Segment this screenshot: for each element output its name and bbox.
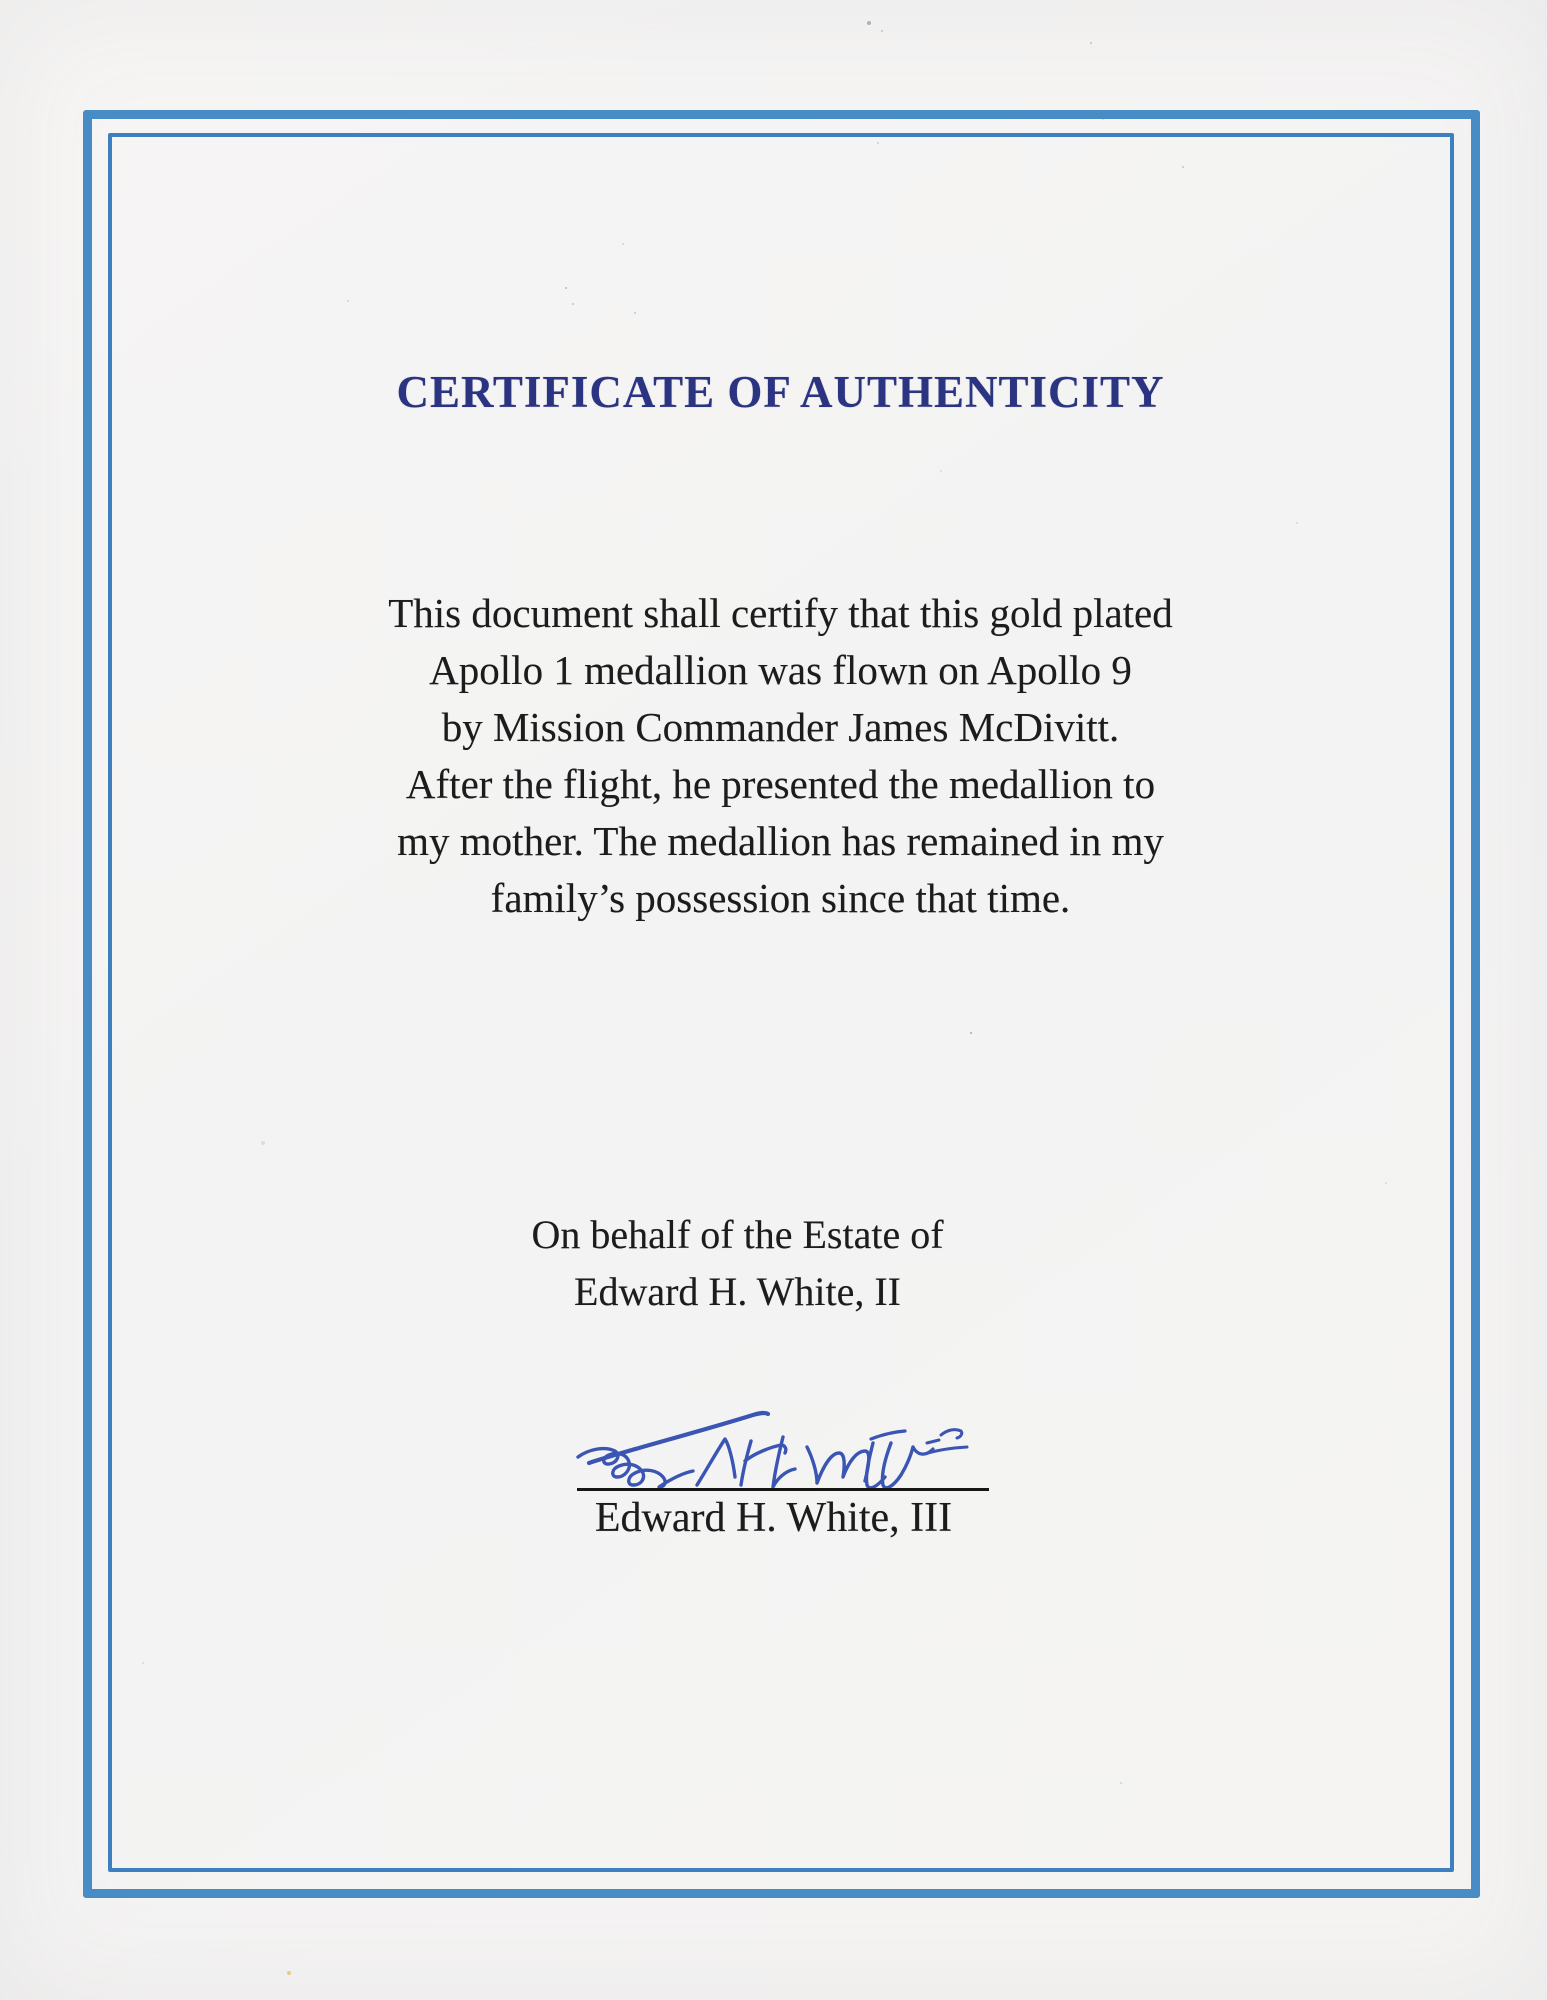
signer-name: Edward H. White, III [594,1495,953,1541]
signature-line [577,1488,989,1491]
body-line: After the flight, he presented the medallion to [405,761,1156,807]
attribution-block [0,1206,1475,1320]
body-line: This document shall certify that this gold plated [388,590,1173,636]
certificate-body [14,585,1547,927]
body-line: family’s possession since that time. [490,875,1071,921]
handwritten-signature [575,1399,1015,1494]
body-line: Apollo 1 medallion was flown on Apollo 9 [429,647,1132,693]
scan-dust-specks [0,0,2,2]
attribution-line: Edward H. White, II [574,1269,901,1314]
attribution-line: On behalf of the Estate of [531,1212,944,1257]
body-line: by Mission Commander James McDivitt. [441,704,1120,750]
certificate-title: CERTIFICATE OF AUTHENTICITY [396,367,1165,417]
body-line: my mother. The medallion has remained in my [397,818,1164,864]
